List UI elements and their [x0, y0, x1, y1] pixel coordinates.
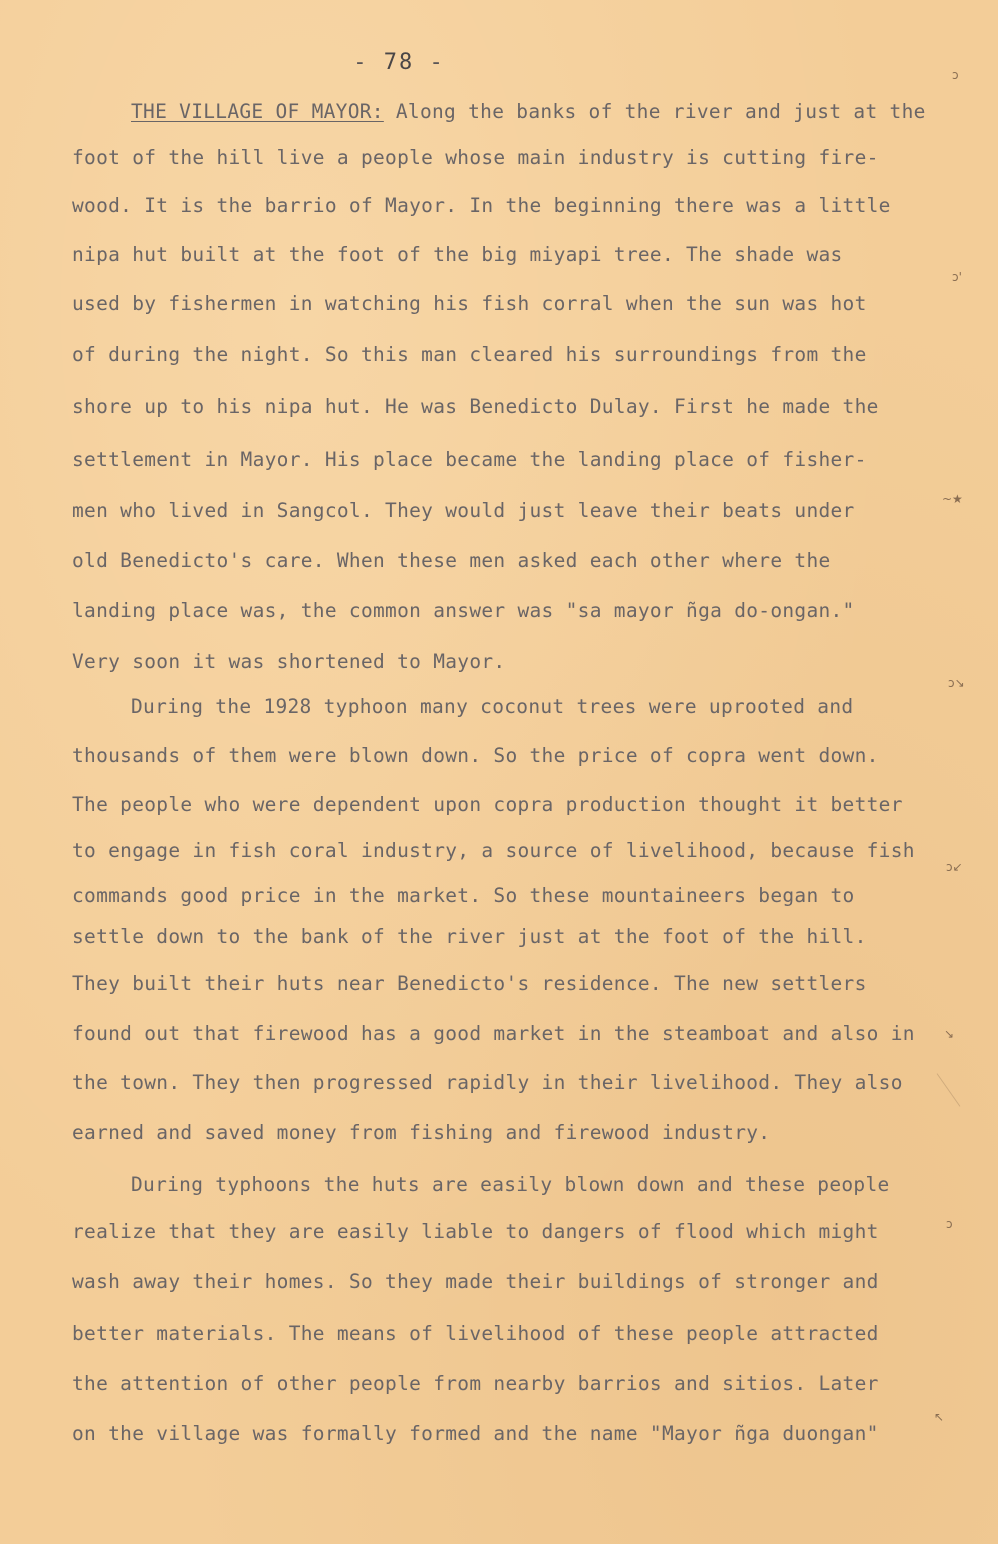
text-line-20: found out that firewood has a good market in the steamboat and also in	[72, 1022, 915, 1045]
text-line-7: shore up to his nipa hut. He was Benedicto Dulay. First he made the	[72, 395, 879, 418]
margin-mark-icon: ↄ	[946, 1217, 953, 1231]
text-line-28: on the village was formally formed and the name "Mayor ñga duongan"	[72, 1422, 879, 1445]
text-line-24: realize that they are easily liable to dangers of flood which might	[72, 1220, 879, 1243]
page-number: - 78 -	[353, 50, 445, 75]
margin-mark-icon: ↘	[944, 1027, 955, 1041]
margin-mark-icon: ↄ'	[952, 270, 962, 284]
text-line-23: During typhoons the huts are easily blown down and these people	[131, 1173, 890, 1196]
margin-mark-icon: ~★	[942, 492, 963, 506]
text-line-21: the town. They then progressed rapidly in their livelihood. They also	[72, 1071, 903, 1094]
text-line-1	[131, 100, 926, 124]
text-line-18: settle down to the bank of the river just at the foot of the hill.	[72, 925, 867, 948]
text-line-11: landing place was, the common answer was "sa mayor ñga do-ongan."	[72, 599, 855, 622]
text-line-8: settlement in Mayor. His place became the landing place of fisher-	[72, 448, 867, 471]
text-line-19: They built their huts near Benedicto's residence. The new settlers	[72, 972, 867, 995]
text-line-5: used by fishermen in watching his fish corral when the sun was hot	[72, 292, 867, 315]
margin-mark-icon: ↄ↙	[946, 860, 963, 874]
paper-crease	[937, 1073, 961, 1106]
text-line-15: The people who were dependent upon copra production thought it better	[72, 793, 903, 816]
margin-mark-icon: ↖	[934, 1410, 945, 1424]
page-number-value: 78	[383, 50, 415, 75]
text-line-3: wood. It is the barrio of Mayor. In the beginning there was a little	[72, 194, 891, 217]
text-line-6: of during the night. So this man cleared his surroundings from the	[72, 343, 867, 366]
text-line-26: better materials. The means of livelihood of these people attracted	[72, 1322, 879, 1345]
section-heading: THE VILLAGE OF MAYOR:	[131, 100, 384, 123]
text-line-22: earned and saved money from fishing and firewood industry.	[72, 1121, 771, 1144]
margin-mark-icon: ↄ↘	[948, 676, 965, 690]
text-line-2: foot of the hill live a people whose main industry is cutting fire-	[72, 146, 879, 169]
margin-mark-icon: ↄ	[952, 68, 959, 82]
text-line-9: men who lived in Sangcol. They would just leave their beats under	[72, 499, 855, 522]
text-line-4: nipa hut built at the foot of the big miyapi tree. The shade was	[72, 243, 843, 266]
text-line-27: the attention of other people from nearby barrios and sitios. Later	[72, 1372, 879, 1395]
text-line-14: thousands of them were blown down. So the price of copra went down.	[72, 744, 879, 767]
text-line-12: Very soon it was shortened to Mayor.	[72, 650, 506, 673]
text-line-10: old Benedicto's care. When these men asked each other where the	[72, 549, 831, 572]
text-line-17: commands good price in the market. So these mountaineers began to	[72, 884, 855, 907]
text-line-16: to engage in fish coral industry, a source of livelihood, because fish	[72, 839, 915, 862]
text-line-13: During the 1928 typhoon many coconut trees were uprooted and	[131, 695, 854, 718]
line-1-text: Along the banks of the river and just at the	[383, 100, 926, 123]
text-line-25: wash away their homes. So they made their buildings of stronger and	[72, 1270, 879, 1293]
